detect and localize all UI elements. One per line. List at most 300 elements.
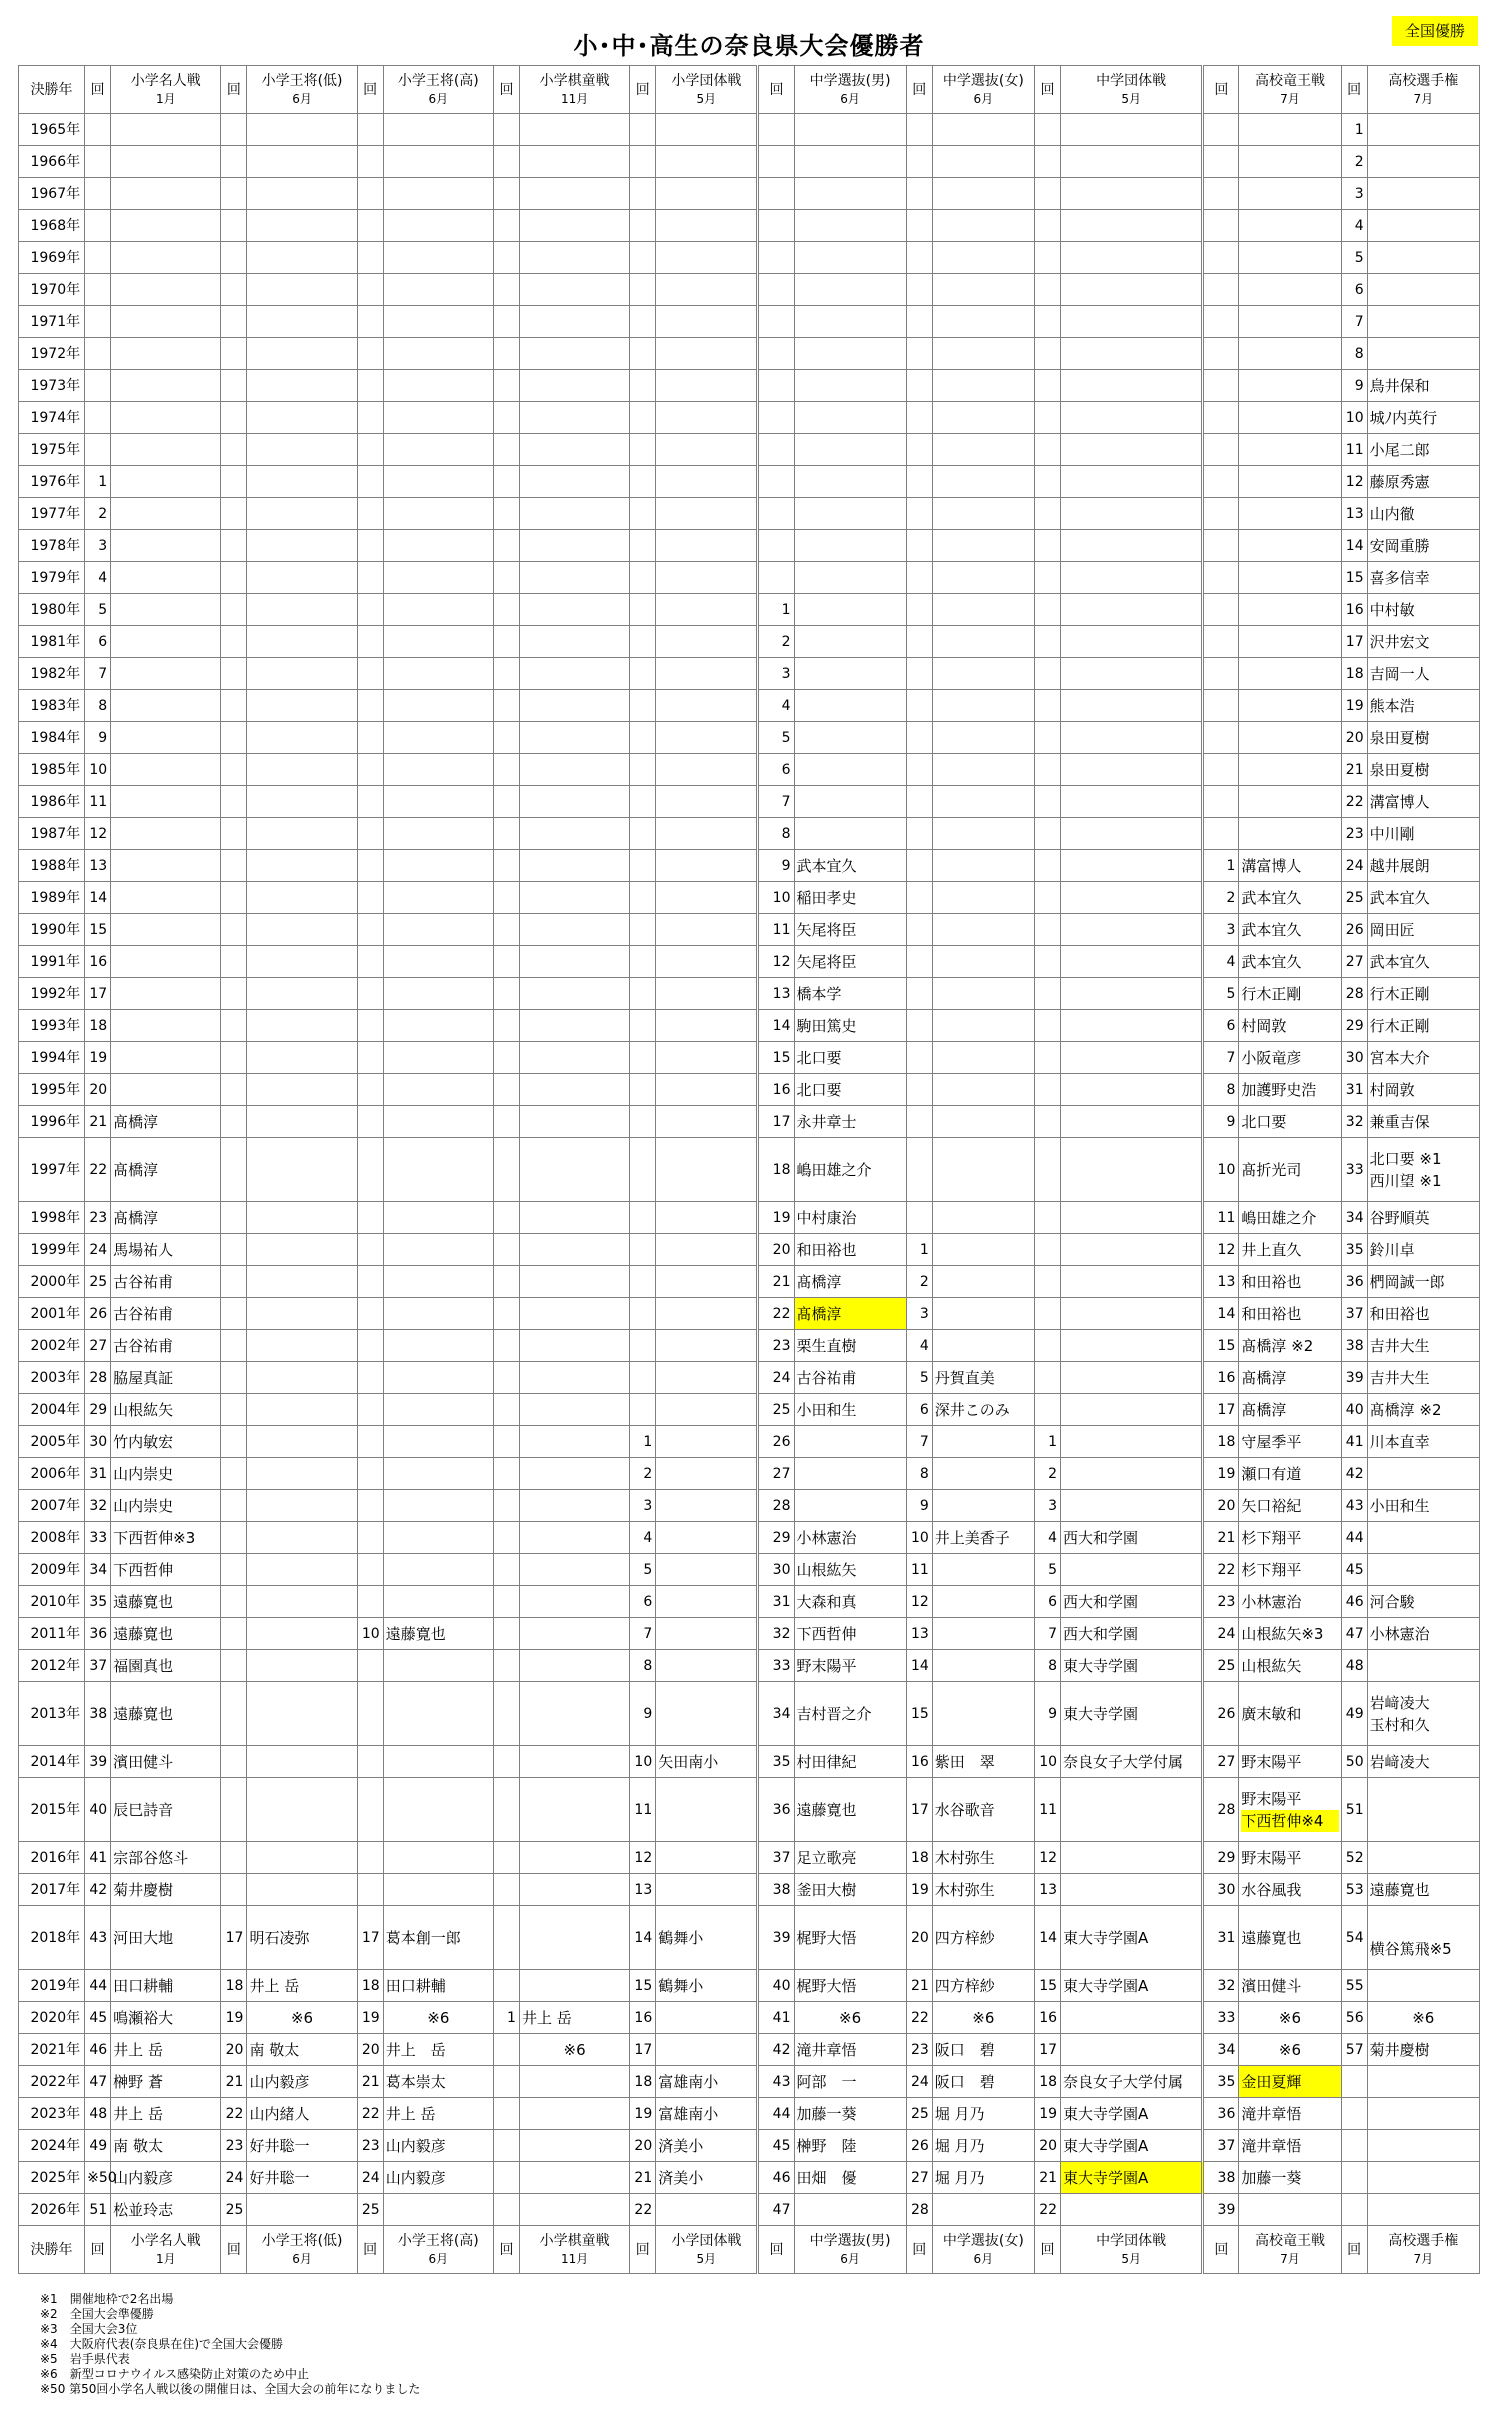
edition-cell: 17: [758, 1106, 794, 1138]
edition-cell: 42: [758, 2034, 794, 2066]
winner-cell: [247, 1106, 357, 1138]
winner-cell: [1061, 818, 1203, 850]
edition-cell: 45: [85, 2002, 111, 2034]
winner-cell: [794, 530, 906, 562]
winner-cell: 野末陽平: [1239, 1746, 1341, 1778]
tournament-name: 高校竜王戦: [1254, 2232, 1325, 2249]
winner-cell: [247, 882, 357, 914]
edition-cell: 31: [1203, 1906, 1239, 1970]
year-cell: 1976年: [19, 466, 85, 498]
edition-cell: [493, 1458, 519, 1490]
winner-cell: 髙橋淳: [111, 1138, 221, 1202]
edition-cell: 3: [630, 1490, 656, 1522]
winner-cell: 葛本崇太: [383, 2066, 493, 2098]
edition-cell: [493, 434, 519, 466]
winner-cell: [1239, 626, 1341, 658]
edition-cell: 24: [85, 1234, 111, 1266]
edition-cell: [493, 1074, 519, 1106]
year-cell: 1996年: [19, 1106, 85, 1138]
winner-cell: 鳴瀬裕大: [111, 2002, 221, 2034]
winner-cell: 遠藤寛也: [111, 1682, 221, 1746]
edition-cell: [221, 1106, 247, 1138]
edition-cell: 5: [758, 722, 794, 754]
winner-cell: [656, 210, 758, 242]
table-row: [19, 370, 1480, 402]
winner-cell: 東大寺学園A: [1061, 1970, 1203, 2002]
edition-cell: [357, 626, 383, 658]
edition-cell: 22: [1034, 2194, 1060, 2226]
edition-cell: [357, 1458, 383, 1490]
winner-cell: 滝井章悟: [1239, 2098, 1341, 2130]
edition-header: 回: [221, 2226, 247, 2274]
tournament-name: 小学名人戦: [130, 2232, 201, 2249]
winner-cell: [383, 786, 493, 818]
year-cell: 2018年: [19, 1906, 85, 1970]
edition-cell: 32: [1341, 1106, 1367, 1138]
winner-name: 北口要 ※1: [1369, 1149, 1442, 1168]
winner-cell: [932, 594, 1034, 626]
table-row: [19, 626, 1480, 658]
edition-cell: [357, 1394, 383, 1426]
winner-cell: 谷野順英: [1367, 1202, 1479, 1234]
edition-cell: 46: [85, 2034, 111, 2066]
edition-cell: 18: [85, 1010, 111, 1042]
winner-cell: 梶野大悟: [794, 1970, 906, 2002]
edition-cell: 18: [357, 1970, 383, 2002]
table-row: [19, 1394, 1480, 1426]
winner-cell: [1061, 1330, 1203, 1362]
edition-cell: 8: [1203, 1074, 1239, 1106]
winner-cell: [656, 1842, 758, 1874]
edition-cell: [630, 626, 656, 658]
edition-cell: [630, 690, 656, 722]
edition-header: 回: [630, 2226, 656, 2274]
year-cell: 2015年: [19, 1778, 85, 1842]
winner-cell: [794, 2194, 906, 2226]
winner-cell: [794, 818, 906, 850]
winner-cell: [932, 402, 1034, 434]
winner-cell: [519, 498, 629, 530]
edition-cell: 7: [85, 658, 111, 690]
edition-cell: [85, 434, 111, 466]
winner-cell: [111, 946, 221, 978]
edition-cell: [1034, 946, 1060, 978]
winner-cell: [1239, 402, 1341, 434]
edition-cell: [1203, 786, 1239, 818]
tournament-header: [1367, 2226, 1479, 2274]
edition-cell: 4: [906, 1330, 932, 1362]
edition-cell: 3: [1341, 178, 1367, 210]
edition-cell: [493, 1874, 519, 1906]
winner-cell: 沢井宏文: [1367, 626, 1479, 658]
edition-cell: [221, 1522, 247, 1554]
edition-cell: 56: [1341, 2002, 1367, 2034]
edition-cell: [493, 1106, 519, 1138]
edition-cell: [1034, 434, 1060, 466]
edition-cell: 12: [906, 1586, 932, 1618]
edition-cell: 19: [357, 2002, 383, 2034]
edition-cell: 11: [85, 786, 111, 818]
winner-cell: [247, 1234, 357, 1266]
winner-cell: 川本直幸: [1367, 1426, 1479, 1458]
table-row: [19, 1426, 1480, 1458]
edition-cell: [630, 786, 656, 818]
winner-cell: [932, 434, 1034, 466]
edition-cell: [1203, 178, 1239, 210]
table-row: [19, 2130, 1480, 2162]
winner-cell: 山根紘矢: [111, 1394, 221, 1426]
edition-cell: 4: [1034, 1522, 1060, 1554]
winner-cell: 河合駿: [1367, 1586, 1479, 1618]
winner-cell: 済美小: [656, 2130, 758, 2162]
edition-cell: 30: [758, 1554, 794, 1586]
edition-cell: [1341, 2066, 1367, 2098]
winner-cell: [656, 2002, 758, 2034]
winner-cell: [247, 1042, 357, 1074]
winner-cell: ※6: [1367, 2002, 1479, 2034]
winner-cell: 西大和学園: [1061, 1522, 1203, 1554]
edition-cell: [630, 1266, 656, 1298]
winner-cell: [656, 370, 758, 402]
winner-cell: [247, 914, 357, 946]
edition-cell: [906, 786, 932, 818]
edition-cell: 18: [758, 1138, 794, 1202]
edition-cell: [906, 114, 932, 146]
winner-cell: 嶋田雄之介: [1239, 1202, 1341, 1234]
edition-cell: 7: [1203, 1042, 1239, 1074]
edition-cell: 27: [85, 1330, 111, 1362]
edition-cell: [758, 562, 794, 594]
edition-cell: [221, 1874, 247, 1906]
edition-cell: [357, 882, 383, 914]
year-cell: 2000年: [19, 1266, 85, 1298]
edition-header: 回: [906, 2226, 932, 2274]
tournament-header: [111, 2226, 221, 2274]
winner-cell: [656, 1202, 758, 1234]
edition-cell: 30: [1341, 1042, 1367, 1074]
tournament-month: 6月: [292, 91, 312, 106]
table-row: [19, 754, 1480, 786]
edition-cell: [493, 690, 519, 722]
winner-cell: 矢尾将臣: [794, 946, 906, 978]
edition-cell: [221, 1842, 247, 1874]
winner-cell: [656, 1874, 758, 1906]
edition-cell: 13: [1034, 1874, 1060, 1906]
winner-cell: [1061, 1266, 1203, 1298]
edition-cell: [85, 338, 111, 370]
winner-cell: 椚岡誠一郎: [1367, 1266, 1479, 1298]
edition-cell: [357, 178, 383, 210]
winner-cell: [247, 626, 357, 658]
year-cell: 1999年: [19, 1234, 85, 1266]
edition-cell: [1034, 850, 1060, 882]
winner-cell: [1061, 1458, 1203, 1490]
winner-cell: [656, 434, 758, 466]
edition-cell: 38: [1341, 1330, 1367, 1362]
winner-cell: [794, 626, 906, 658]
edition-cell: [221, 1554, 247, 1586]
winner-cell: [383, 1106, 493, 1138]
winner-cell: [519, 434, 629, 466]
edition-cell: 49: [1341, 1682, 1367, 1746]
edition-cell: 43: [758, 2066, 794, 2098]
edition-cell: [357, 1842, 383, 1874]
edition-cell: 16: [630, 2002, 656, 2034]
winner-cell: [656, 1330, 758, 1362]
edition-cell: [221, 850, 247, 882]
winner-cell: [932, 1074, 1034, 1106]
winner-cell: 古谷祐甫: [794, 1362, 906, 1394]
edition-cell: [493, 818, 519, 850]
edition-cell: [221, 946, 247, 978]
winner-cell: [1061, 1490, 1203, 1522]
edition-cell: [85, 178, 111, 210]
edition-cell: [1034, 338, 1060, 370]
edition-cell: [357, 978, 383, 1010]
edition-cell: [493, 1490, 519, 1522]
year-cell: 1982年: [19, 658, 85, 690]
winner-cell: 髙橋淳: [1239, 1362, 1341, 1394]
winner-cell: [519, 1234, 629, 1266]
winner-cell: 安岡重勝: [1367, 530, 1479, 562]
year-cell: 2013年: [19, 1682, 85, 1746]
edition-cell: 2: [1203, 882, 1239, 914]
table-row: [19, 1362, 1480, 1394]
winner-cell: 守屋季平: [1239, 1426, 1341, 1458]
edition-cell: 53: [1341, 1874, 1367, 1906]
edition-cell: 23: [357, 2130, 383, 2162]
edition-cell: 17: [85, 978, 111, 1010]
winner-cell: [519, 1618, 629, 1650]
winner-cell: [247, 850, 357, 882]
winner-cell: [932, 850, 1034, 882]
edition-cell: [630, 530, 656, 562]
winner-cell: [656, 946, 758, 978]
winner-cell: 矢田南小: [656, 1746, 758, 1778]
winner-cell: [247, 1362, 357, 1394]
tournament-header: [1061, 2226, 1203, 2274]
edition-cell: [357, 914, 383, 946]
edition-cell: 28: [85, 1362, 111, 1394]
winner-cell: [1239, 594, 1341, 626]
edition-cell: 22: [357, 2098, 383, 2130]
edition-cell: [1203, 818, 1239, 850]
tournament-month: 6月: [973, 91, 994, 106]
winner-cell: [656, 754, 758, 786]
winner-cell: [247, 402, 357, 434]
winner-cell: 吉井大生: [1367, 1330, 1479, 1362]
edition-cell: [493, 242, 519, 274]
winner-cell: [247, 1778, 357, 1842]
winner-cell: 井上 岳: [111, 2034, 221, 2066]
national-champion-legend: 全国優勝: [1392, 16, 1478, 46]
winner-name: 玉村和久: [1369, 1715, 1430, 1734]
winner-cell: [656, 626, 758, 658]
edition-cell: 23: [906, 2034, 932, 2066]
winner-cell: [519, 114, 629, 146]
edition-cell: [1203, 274, 1239, 306]
edition-cell: 8: [1341, 338, 1367, 370]
edition-cell: 32: [758, 1618, 794, 1650]
tournament-name: 中学団体戦: [1096, 2232, 1167, 2249]
winner-cell: [247, 1682, 357, 1746]
edition-cell: 39: [758, 1906, 794, 1970]
edition-cell: [357, 1138, 383, 1202]
edition-cell: [357, 434, 383, 466]
winner-cell: [111, 178, 221, 210]
edition-cell: 3: [758, 658, 794, 690]
tournament-header: [1061, 66, 1203, 114]
edition-cell: [357, 274, 383, 306]
winner-cell: [1061, 370, 1203, 402]
edition-cell: 20: [221, 2034, 247, 2066]
winner-cell: 滝井章悟: [794, 2034, 906, 2066]
winner-cell: [111, 306, 221, 338]
edition-cell: 5: [1034, 1554, 1060, 1586]
winner-cell: 菊井慶樹: [1367, 2034, 1479, 2066]
winner-cell: [519, 1202, 629, 1234]
year-cell: 2014年: [19, 1746, 85, 1778]
winner-cell: [247, 1426, 357, 1458]
winner-cell: 四方梓紗: [932, 1906, 1034, 1970]
winner-cell: 田畑 優: [794, 2162, 906, 2194]
winner-cell: [1061, 914, 1203, 946]
edition-cell: 21: [1341, 754, 1367, 786]
edition-cell: [906, 434, 932, 466]
table-row: [19, 1970, 1480, 2002]
edition-cell: [357, 562, 383, 594]
winner-cell: 遠藤寛也: [111, 1618, 221, 1650]
winner-cell: [383, 210, 493, 242]
winner-cell: 釜田大樹: [794, 1874, 906, 1906]
winner-cell: [247, 1874, 357, 1906]
edition-cell: 44: [758, 2098, 794, 2130]
edition-cell: 15: [1203, 1330, 1239, 1362]
edition-cell: 21: [357, 2066, 383, 2098]
winner-name: 野末陽平: [1241, 1789, 1302, 1808]
edition-cell: 9: [906, 1490, 932, 1522]
winner-cell: [519, 1490, 629, 1522]
winner-cell: [1239, 562, 1341, 594]
year-cell: 1990年: [19, 914, 85, 946]
winner-cell: [519, 658, 629, 690]
winner-cell: 宮本大介: [1367, 1042, 1479, 1074]
winner-cell: 山根紘矢: [1239, 1650, 1341, 1682]
table-row: [19, 1010, 1480, 1042]
winner-cell: [247, 1330, 357, 1362]
edition-cell: [357, 1042, 383, 1074]
winner-cell: [519, 1906, 629, 1970]
winner-name: 下西哲伸※4: [1241, 1810, 1338, 1832]
edition-cell: [906, 754, 932, 786]
edition-cell: 17: [1341, 626, 1367, 658]
edition-cell: [906, 914, 932, 946]
edition-cell: [1341, 2194, 1367, 2226]
winner-cell: 東大寺学園: [1061, 1682, 1203, 1746]
winner-cell: 遠藤寛也: [794, 1778, 906, 1842]
winner-cell: 足立歌亮: [794, 1842, 906, 1874]
winner-cell: 中川剛: [1367, 818, 1479, 850]
tournament-name: 小学王将(低): [261, 2232, 343, 2249]
edition-cell: [906, 690, 932, 722]
winner-cell: [1061, 1042, 1203, 1074]
winner-cell: [519, 338, 629, 370]
winner-cell: [519, 722, 629, 754]
year-cell: 1973年: [19, 370, 85, 402]
edition-cell: 10: [357, 1618, 383, 1650]
winner-cell: [519, 146, 629, 178]
winner-cell: 栗生直樹: [794, 1330, 906, 1362]
edition-cell: [357, 1522, 383, 1554]
edition-cell: 12: [1341, 466, 1367, 498]
edition-cell: 34: [1203, 2034, 1239, 2066]
table-row: [19, 1138, 1480, 1202]
winner-cell: [111, 1042, 221, 1074]
edition-cell: [221, 1746, 247, 1778]
edition-cell: [85, 242, 111, 274]
winner-cell: 滝井章悟: [1239, 2130, 1341, 2162]
winner-cell: 金田夏輝: [1239, 2066, 1341, 2098]
winner-cell: 髙橋淳 ※2: [1367, 1394, 1479, 1426]
edition-cell: [1203, 114, 1239, 146]
table-row: [19, 1682, 1480, 1746]
tournament-month: 6月: [428, 91, 449, 106]
winner-cell: [519, 274, 629, 306]
winner-cell: [794, 1458, 906, 1490]
edition-cell: 39: [1203, 2194, 1239, 2226]
winner-cell: [1061, 274, 1203, 306]
winner-cell: [383, 2194, 493, 2226]
edition-cell: 36: [1341, 1266, 1367, 1298]
winner-cell: [1061, 850, 1203, 882]
edition-cell: 16: [1034, 2002, 1060, 2034]
winner-cell: [656, 1586, 758, 1618]
winner-cell: [111, 402, 221, 434]
winner-cell: [1061, 786, 1203, 818]
winner-cell: 堀 月乃: [932, 2162, 1034, 2194]
edition-cell: [493, 1522, 519, 1554]
edition-cell: [493, 1554, 519, 1586]
winner-cell: 矢口裕紀: [1239, 1490, 1341, 1522]
winner-cell: [932, 1650, 1034, 1682]
edition-header: 回: [85, 2226, 111, 2274]
edition-cell: 20: [906, 1906, 932, 1970]
edition-cell: [493, 1618, 519, 1650]
tournament-month: 11月: [560, 91, 589, 106]
winner-cell: [111, 850, 221, 882]
edition-cell: 3: [1203, 914, 1239, 946]
edition-cell: 21: [906, 1970, 932, 2002]
edition-cell: 30: [85, 1426, 111, 1458]
winner-cell: [111, 754, 221, 786]
edition-cell: [906, 882, 932, 914]
edition-cell: [493, 594, 519, 626]
winner-cell: 濱田健斗: [111, 1746, 221, 1778]
winner-cell: 山内緒人: [247, 2098, 357, 2130]
winner-cell: [519, 530, 629, 562]
winner-cell: [519, 786, 629, 818]
table-row: [19, 1554, 1480, 1586]
winner-cell: [1061, 466, 1203, 498]
winner-cell: 村田律紀: [794, 1746, 906, 1778]
edition-cell: [1203, 498, 1239, 530]
edition-cell: [906, 242, 932, 274]
winner-cell: [383, 1362, 493, 1394]
edition-cell: 30: [1203, 1874, 1239, 1906]
edition-cell: 31: [1341, 1074, 1367, 1106]
edition-cell: [493, 914, 519, 946]
edition-cell: 43: [1341, 1490, 1367, 1522]
